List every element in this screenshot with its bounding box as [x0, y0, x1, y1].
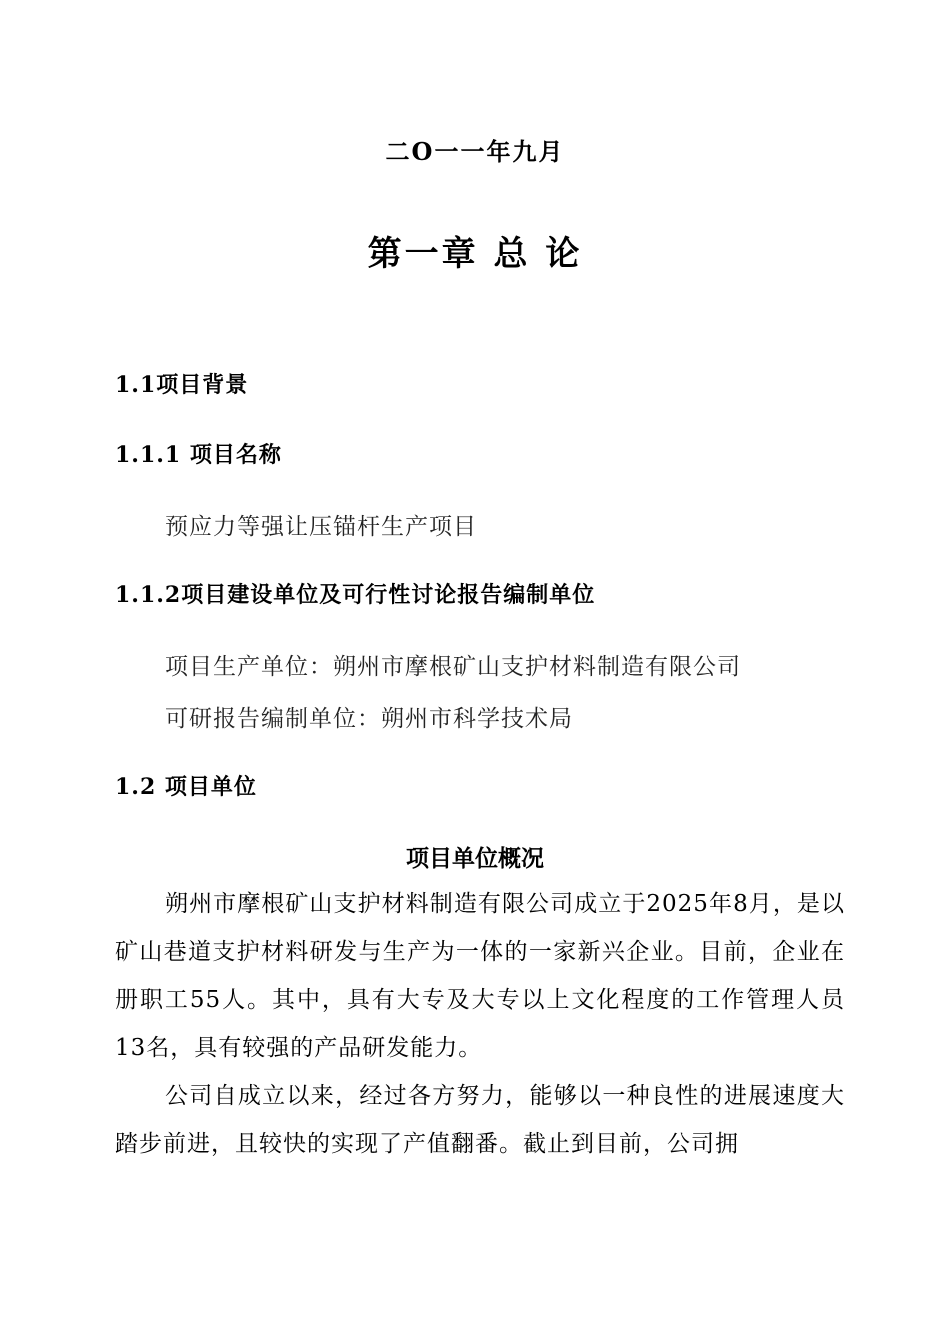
chapter-title: 第一章 总 论: [367, 234, 583, 274]
project-name-text: 预应力等强让压锚杆生产项目: [165, 514, 477, 540]
overview-paragraph-1: 朔州市摩根矿山支护材料制造有限公司成立于2025年8月，是以矿山巷道支护材料研发与生产为一体的一家新兴企业。目前，企业在册职工55人。其中，具有大专及大专以上文化程度的工作管理人员13名，具有较强的产品研发能力。: [115, 891, 845, 1061]
company-overview-title: 项目单位概况: [406, 845, 544, 872]
heading-1-1: 1.1项目背景: [115, 372, 249, 398]
overview-paragraph-2: 公司自成立以来，经过各方努力，能够以一种良性的进展速度大踏步前进，且较快的实现了产值翻番。截止到目前，公司拥: [115, 1083, 845, 1157]
production-unit-text: 项目生产单位：朔州市摩根矿山支护材料制造有限公司: [165, 654, 741, 680]
heading-1-2: 1.2 项目单位: [115, 774, 257, 800]
heading-1-1-1: 1.1.1 项目名称: [115, 442, 282, 468]
heading-1-1-2: 1.1.2项目建设单位及可行性讨论报告编制单位: [115, 582, 596, 608]
report-unit-text: 可研报告编制单位：朔州市科学技术局: [165, 706, 573, 732]
document-date: 二O一一年九月: [385, 137, 565, 166]
company-overview-body: [115, 880, 845, 1168]
